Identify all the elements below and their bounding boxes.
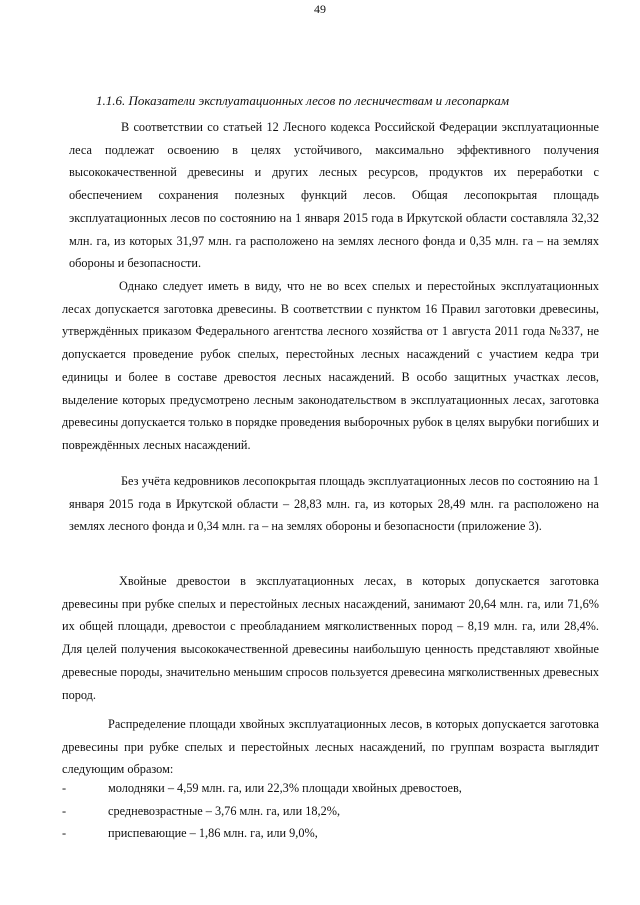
list-marker: - bbox=[62, 803, 67, 818]
page-number: 49 bbox=[314, 2, 326, 16]
list-item-text: средневозрастные – 3,76 млн. га, или 18,2%, bbox=[108, 803, 341, 818]
section-heading: 1.1.6. Показатели эксплуатационных лесов по лесничествам и лесопаркам bbox=[96, 93, 509, 108]
paragraph-2: Однако следует иметь в виду, что не во всех спелых и перестойных эксплуатационных лесах допускается заготовка древесины. В соответствии с пунктом 16 Правил заготовки древесины, утверждённых приказом Федерального агентства лесного хозяйства от 1 августа 2011 года №337, не допускается проведение рубок спелых, перестойных лесных насаждений с участием кедра три единицы и более в составе древостоя лесных насаждений. В особо защитных участках лесов, выделение которых предусмотрено лесным законодательством в эксплуатационных лесах, заготовка древесины допускается только в порядке проведения выборочных рубок в целях вырубки погибших и повреждённых лесных насаждений. bbox=[62, 279, 599, 452]
list-marker: - bbox=[62, 781, 67, 795]
age-group-list bbox=[62, 777, 602, 845]
list-item-text: приспевающие – 1,86 млн. га, или 9,0%, bbox=[108, 826, 318, 841]
paragraph-3: Без учёта кедровников лесопокрытая площадь эксплуатационных лесов по состоянию на 1 января 2015 года в Иркутской области – 28,83 млн. га, из которых 28,49 млн. га расположено на землях лесного фонда и 0,34 млн. га – на землях обороны и безопасности (приложение 3). bbox=[69, 474, 599, 534]
paragraph-1: В соответствии со статьей 12 Лесного кодекса Российской Федерации эксплуатационные леса подлежат освоению в целях устойчивого, максимально эффективного получения высококачественной древесины и других лесных ресурсов, продуктов их переработки с обеспечением сохранения полезных функций лесов. Общая лесопокрытая площадь эксплуатационных лесов по состоянию на 1 января 2015 года в Иркутской области составляла 32,32 млн. га, из которых 31,97 млн. га расположено на землях лесного фонда и 0,35 млн. га – на землях обороны и безопасности. bbox=[69, 120, 599, 271]
paragraph-4: Хвойные древостои в эксплуатационных лесах, в которых допускается заготовка древесины при рубке спелых и перестойных лесных насаждений, занимают 20,64 млн. га, или 71,6% их общей площади, древостои с преобладанием мягколиственных пород – 8,19 млн. га, или 28,4%. Для целей получения высококачественной древесины наибольшую ценность представляют хвойные древесные породы, значительно меньшим спросов пользуется древесина мягколиственных древесных пород. bbox=[62, 574, 599, 702]
list-item-text: молодняки – 4,59 млн. га, или 22,3% площади хвойных древостоев, bbox=[108, 781, 462, 795]
list-marker: - bbox=[62, 826, 67, 841]
list-item bbox=[62, 800, 602, 823]
list-item bbox=[62, 822, 602, 845]
list-item bbox=[62, 777, 602, 800]
paragraph-5: Распределение площади хвойных эксплуатационных лесов, в которых допускается заготовка древесины при рубке спелых и перестойных лесных насаждений, по группам возраста выглядит следующим образом: bbox=[62, 717, 599, 777]
